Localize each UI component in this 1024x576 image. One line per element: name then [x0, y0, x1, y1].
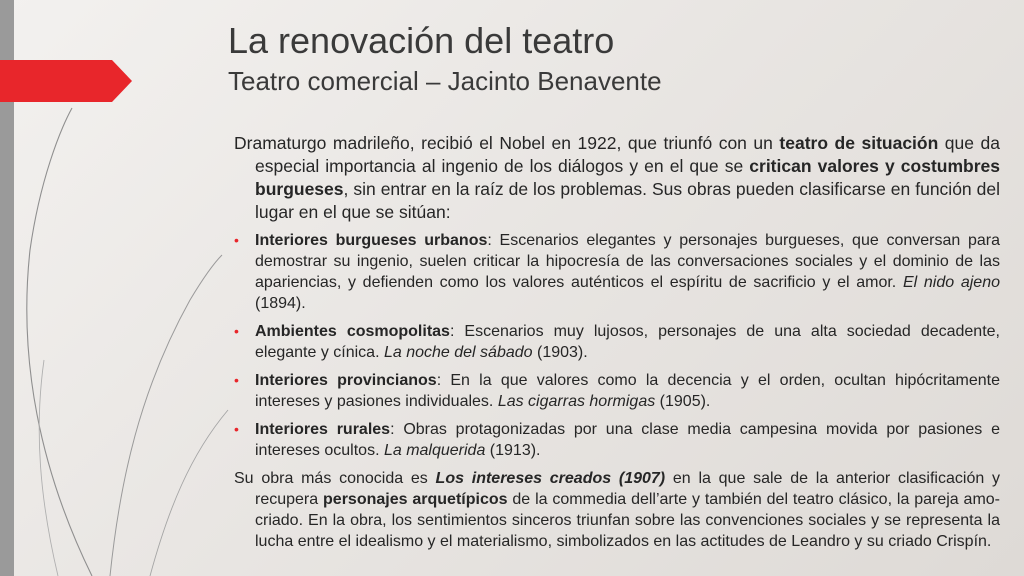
list-item-ambientes-cosmopolitas — [234, 321, 1000, 363]
list-item-interiores-rurales — [234, 419, 1000, 461]
decorative-curve-2 — [110, 255, 222, 576]
slide-body — [234, 132, 1000, 558]
list-item-text: Interiores burgueses urbanos: Escenarios elegantes y personajes burgueses, que conversan para demostrar su ingenio, suelen criticar la hipocresía de las conversaciones sociales y el dominio de las apariencias, y defienden como los valores auténticos el espíritu de sacrificio y el amor. El nido ajeno (1894). — [255, 232, 1001, 312]
intro-paragraph: Dramaturgo madrileño, recibió el Nobel en 1922, que triunfó con un teatro de situación que da especial importancia al ingenio de los diálogos y en el que se critican valores y costumbres burgueses, sin entrar en la raíz de los problemas. Sus obras pueden clasificarse en función del lugar en el que se sitúan: — [234, 133, 1001, 222]
slide-subtitle: Teatro comercial – Jacinto Benavente — [228, 66, 662, 96]
title-accent-flag — [0, 60, 132, 102]
list-item-text: Interiores rurales: Obras protagonizadas por una clase media campesina movida por pasiones e intereses ocultos. La malquerida (1913). — [255, 421, 1000, 459]
bullet-marker: • — [234, 372, 239, 388]
bullet-marker: • — [234, 323, 239, 339]
slide-title: La renovación del teatro — [228, 20, 615, 61]
decorative-curve-4 — [150, 410, 228, 576]
list-item-interiores-provincianos — [234, 370, 1000, 412]
list-item-text: Ambientes cosmopolitas: Escenarios muy lujosos, personajes de una alta sociedad decadente, elegante y cínica. La noche del sábado (1903). — [255, 323, 1000, 361]
decorative-curve-3 — [39, 360, 58, 576]
list-item-interiores-burgueses — [234, 230, 1000, 314]
bullet-marker: • — [234, 421, 239, 437]
decorative-curve-1 — [27, 108, 92, 576]
closing-paragraph: Su obra más conocida es Los intereses creados (1907) en la que sale de la anterior clasificación y recupera personajes arquetípicos de la commedia dell’arte y también del teatro clásico, la pareja amo-criado. En la obra, los sentimientos sinceros triunfan sobre las convenciones sociales y se representa la lucha entre el idealismo y el materialismo, simbolizados en las actitudes de Leandro y su criado Crispín. — [234, 470, 1001, 550]
list-item-text: Interiores provincianos: En la que valores como la decencia y el orden, ocultan hipócritamente intereses y pasiones individuales. Las cigarras hormigas (1905). — [255, 372, 1001, 410]
bullet-marker: • — [234, 232, 239, 248]
